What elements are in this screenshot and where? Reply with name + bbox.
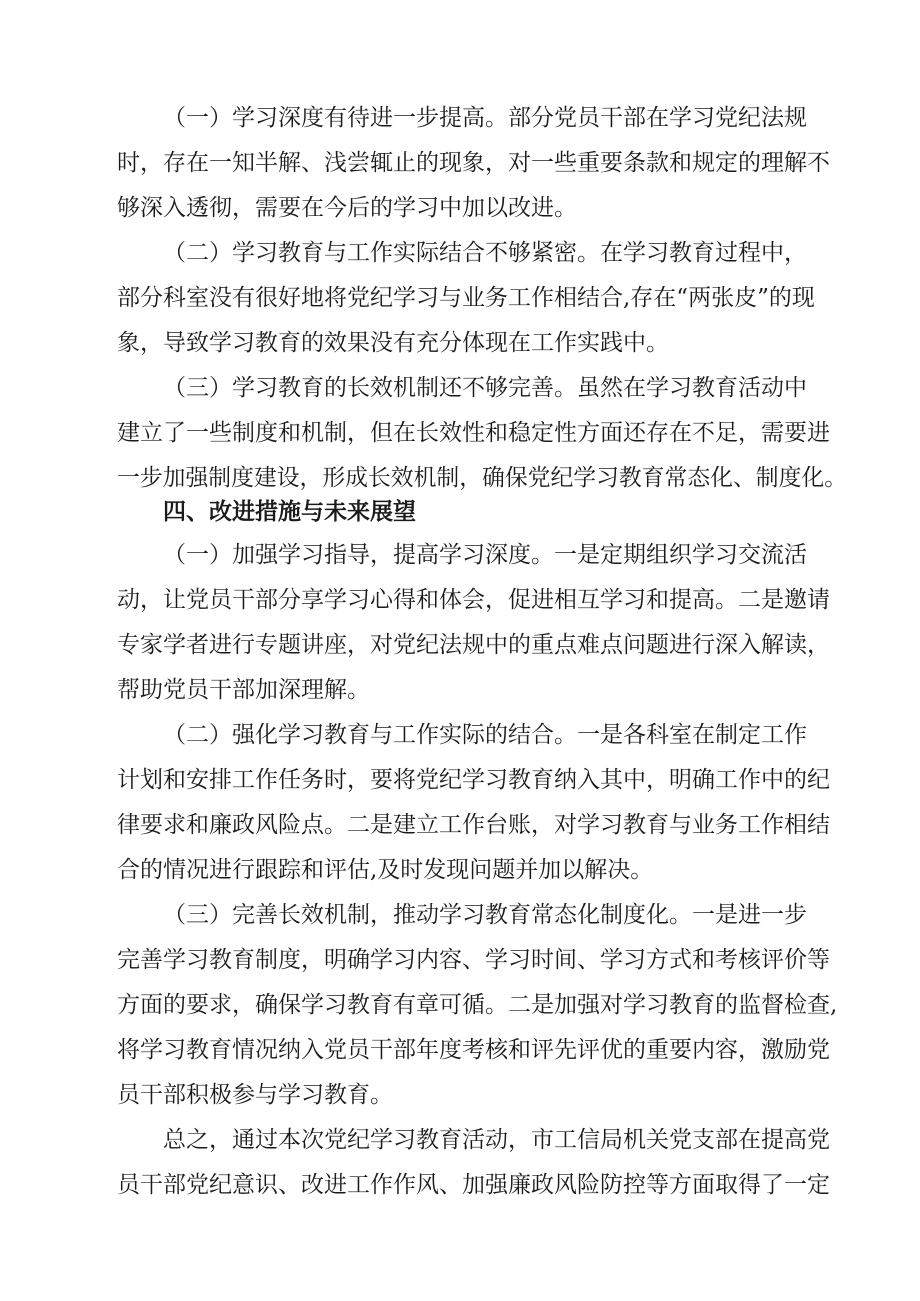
paragraph-3-line-1: （三）学习教育的长效机制还不够完善。虽然在学习教育活动中: [163, 375, 807, 401]
paragraph-2-line-1: （二）学习教育与工作实际结合不够紧密。在学习教育过程中，: [163, 240, 807, 266]
paragraph-4-line-1: （一）加强学习指导，提高学习深度。一是定期组织学习交流活: [163, 542, 807, 568]
paragraph-3-line-3: 一步加强制度建设，形成长效机制，确保党纪学习教育常态化、制度化。: [117, 465, 847, 491]
paragraph-4-line-3: 专家学者进行专题讲座，对党纪法规中的重点难点问题进行深入解读，: [117, 632, 830, 658]
paragraph-1-line-2: 时，存在一知半解、浅尝辄止的现象，对一些重要条款和规定的理解不: [117, 150, 830, 176]
paragraph-1-line-3: 够深入透彻，需要在今后的学习中加以改进。: [117, 195, 577, 221]
section-heading: 四、改进措施与未来展望: [163, 499, 416, 525]
paragraph-4-line-2: 动，让党员干部分享学习心得和体会，促进相互学习和提高。二是邀请: [117, 587, 830, 613]
paragraph-5-line-3: 律要求和廉政风险点。二是建立工作台账，对学习教育与业务工作相结: [117, 812, 830, 838]
paragraph-1-line-1: （一）学习深度有待进一步提高。部分党员干部在学习党纪法规: [163, 105, 807, 131]
paragraph-6-line-5: 员干部积极参与学习教育。: [117, 1082, 393, 1108]
paragraph-7-line-1: 总之，通过本次党纪学习教育活动，市工信局机关党支部在提高党: [163, 1127, 830, 1153]
paragraph-7-line-2: 员干部党纪意识、改进工作作风、加强廉政风险防控等方面取得了一定: [117, 1172, 830, 1198]
paragraph-3-line-2: 建立了一些制度和机制，但在长效性和稳定性方面还存在不足，需要进: [117, 420, 830, 446]
paragraph-6-line-1: （三）完善长效机制，推动学习教育常态化制度化。一是进一步: [163, 902, 807, 928]
paragraph-5-line-1: （二）强化学习教育与工作实际的结合。一是各科室在制定工作: [163, 722, 807, 748]
paragraph-5-line-4: 合的情况进行跟踪和评估,及时发现问题并加以解决。: [117, 857, 654, 883]
paragraph-6-line-2: 完善学习教育制度，明确学习内容、学习时间、学习方式和考核评价等: [117, 947, 830, 973]
paragraph-2-line-2: 部分科室没有很好地将党纪学习与业务工作相结合,存在“两张皮”的现: [117, 285, 815, 311]
paragraph-2-line-3: 象，导致学习教育的效果没有充分体现在工作实践中。: [117, 330, 669, 356]
paragraph-4-line-4: 帮助党员干部加深理解。: [117, 677, 370, 703]
paragraph-6-line-3: 方面的要求，确保学习教育有章可循。二是加强对学习教育的监督检查,: [117, 992, 838, 1018]
paragraph-5-line-2: 计划和安排工作任务时，要将党纪学习教育纳入其中，明确工作中的纪: [117, 767, 830, 793]
paragraph-6-line-4: 将学习教育情况纳入党员干部年度考核和评先评优的重要内容，激励党: [117, 1037, 830, 1063]
